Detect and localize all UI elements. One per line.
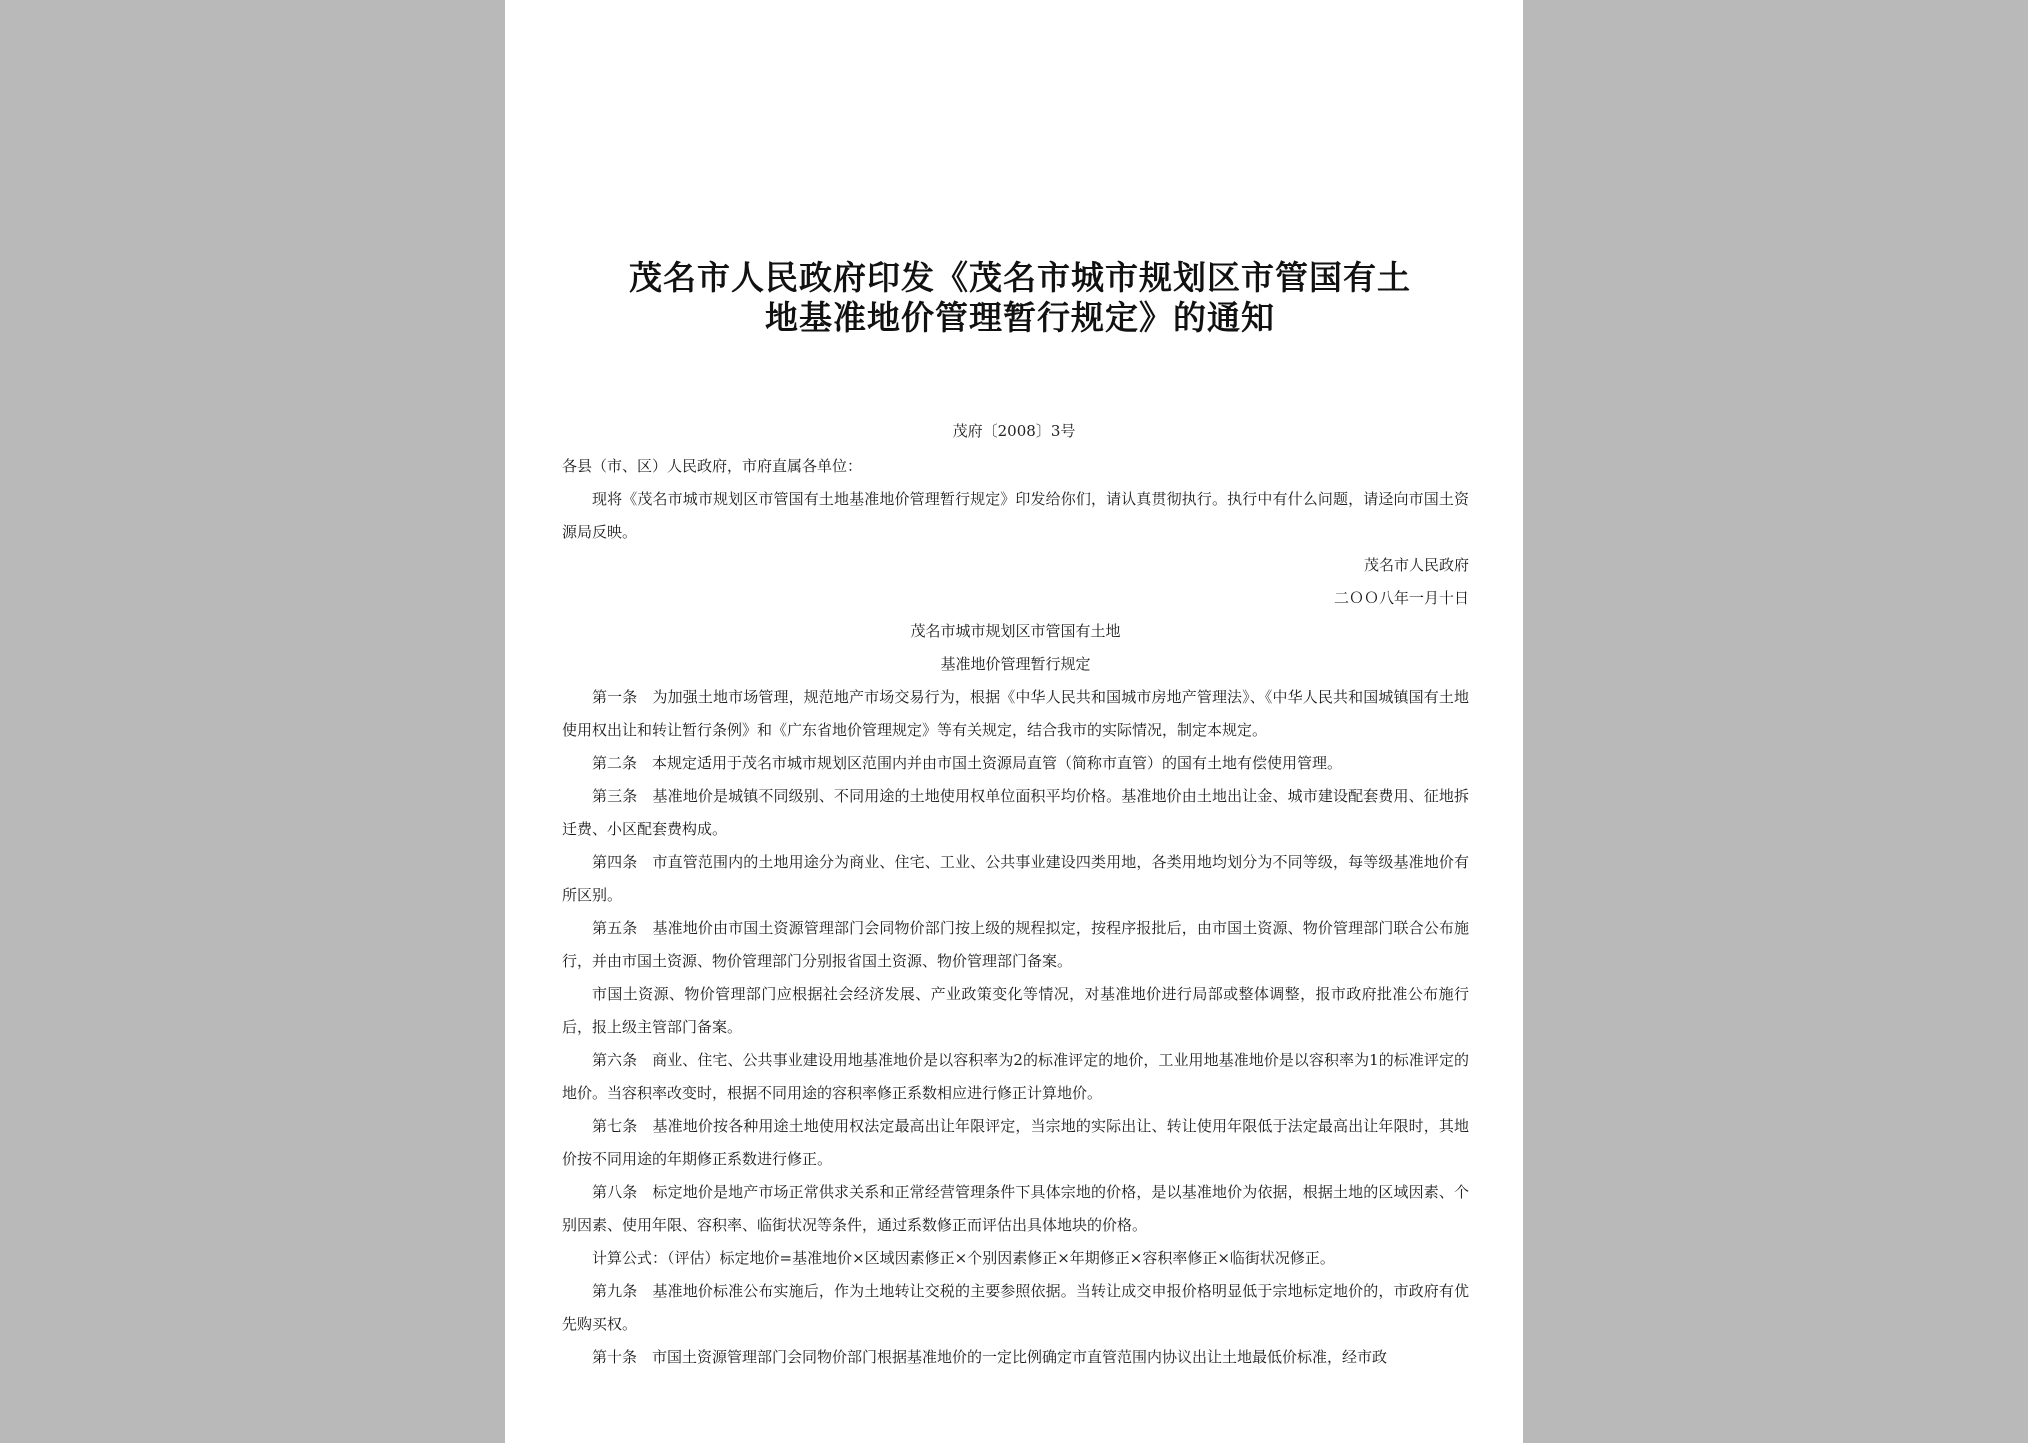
issue-date: 二ＯＯ八年一月十日: [1333, 589, 1469, 607]
article-3: 第三条 基准地价是城镇不同级别、不同用途的土地使用权单位面积平均价格。基准地价由土地出让金、城市建设配套费用、征地拆迁费、小区配套费构成。: [562, 787, 1469, 838]
title-line-2: 地基准地价管理暂行规定》的通知: [765, 298, 1275, 337]
article-6: 第六条 商业、住宅、公共事业建设用地基准地价是以容积率为2的标准评定的地价，工业用地基准地价是以容积率为1的标准评定的地价。当容积率改变时，根据不同用途的容积率修正系数相应进行修正计算地价。: [562, 1051, 1469, 1102]
intro-paragraph: 现将《茂名市城市规划区市管国有土地基准地价管理暂行规定》印发给你们，请认真贯彻执行。执行中有什么问题，请迳向市国土资源局反映。: [562, 490, 1469, 541]
regulation-title-line-1: 茂名市城市规划区市管国有土地: [910, 622, 1121, 640]
article-5: 第五条 基准地价由市国土资源管理部门会同物价部门按上级的规程拟定，按程序报批后，由市国土资源、物价管理部门联合公布施行，并由市国土资源、物价管理部门分别报省国土资源、物价管理部门备案。: [562, 919, 1469, 970]
article-4: 第四条 市直管范围内的土地用途分为商业、住宅、工业、公共事业建设四类用地，各类用地均划分为不同等级，每等级基准地价有所区别。: [562, 853, 1469, 904]
document-number: 茂府〔2008〕3号: [952, 422, 1076, 440]
title-line-1: 茂名市人民政府印发《茂名市城市规划区市管国有土: [629, 258, 1411, 297]
document-title: [595, 258, 1445, 338]
addressee: 各县（市、区）人民政府，市府直属各单位：: [562, 457, 863, 475]
regulation-title-line-2: 基准地价管理暂行规定: [940, 655, 1091, 673]
calculation-formula: 计算公式：（评估）标定地价=基准地价×区域因素修正×个别因素修正×年期修正×容积率修正×临街状况修正。: [592, 1249, 1335, 1267]
document-body: [562, 450, 1469, 1374]
article-1: 第一条 为加强土地市场管理，规范地产市场交易行为，根据《中华人民共和国城市房地产管理法》、《中华人民共和国城镇国有土地使用权出让和转让暂行条例》和《广东省地价管理规定》等有关规定，结合我市的实际情况，制定本规定。: [562, 688, 1469, 739]
article-9: 第九条 基准地价标准公布实施后，作为土地转让交税的主要参照依据。当转让成交申报价格明显低于宗地标定地价的，市政府有优先购买权。: [562, 1282, 1469, 1333]
signature: 茂名市人民政府: [1363, 556, 1469, 574]
article-8: 第八条 标定地价是地产市场正常供求关系和正常经营管理条件下具体宗地的价格，是以基准地价为依据，根据土地的区域因素、个别因素、使用年限、容积率、临街状况等条件，通过系数修正而评估出具体地块的价格。: [562, 1183, 1469, 1234]
document-page: [505, 0, 1523, 1443]
article-2: 第二条 本规定适用于茂名市城市规划区范围内并由市国土资源局直管（简称市直管）的国有土地有偿使用管理。: [592, 754, 1343, 772]
article-5-continued: 市国土资源、物价管理部门应根据社会经济发展、产业政策变化等情况，对基准地价进行局部或整体调整，报市政府批准公布施行后，报上级主管部门备案。: [562, 985, 1469, 1036]
article-10: 第十条 市国土资源管理部门会同物价部门根据基准地价的一定比例确定市直管范围内协议出让土地最低价标准，经市政: [592, 1348, 1388, 1366]
article-7: 第七条 基准地价按各种用途土地使用权法定最高出让年限评定，当宗地的实际出让、转让使用年限低于法定最高出让年限时，其地价按不同用途的年期修正系数进行修正。: [562, 1117, 1469, 1168]
